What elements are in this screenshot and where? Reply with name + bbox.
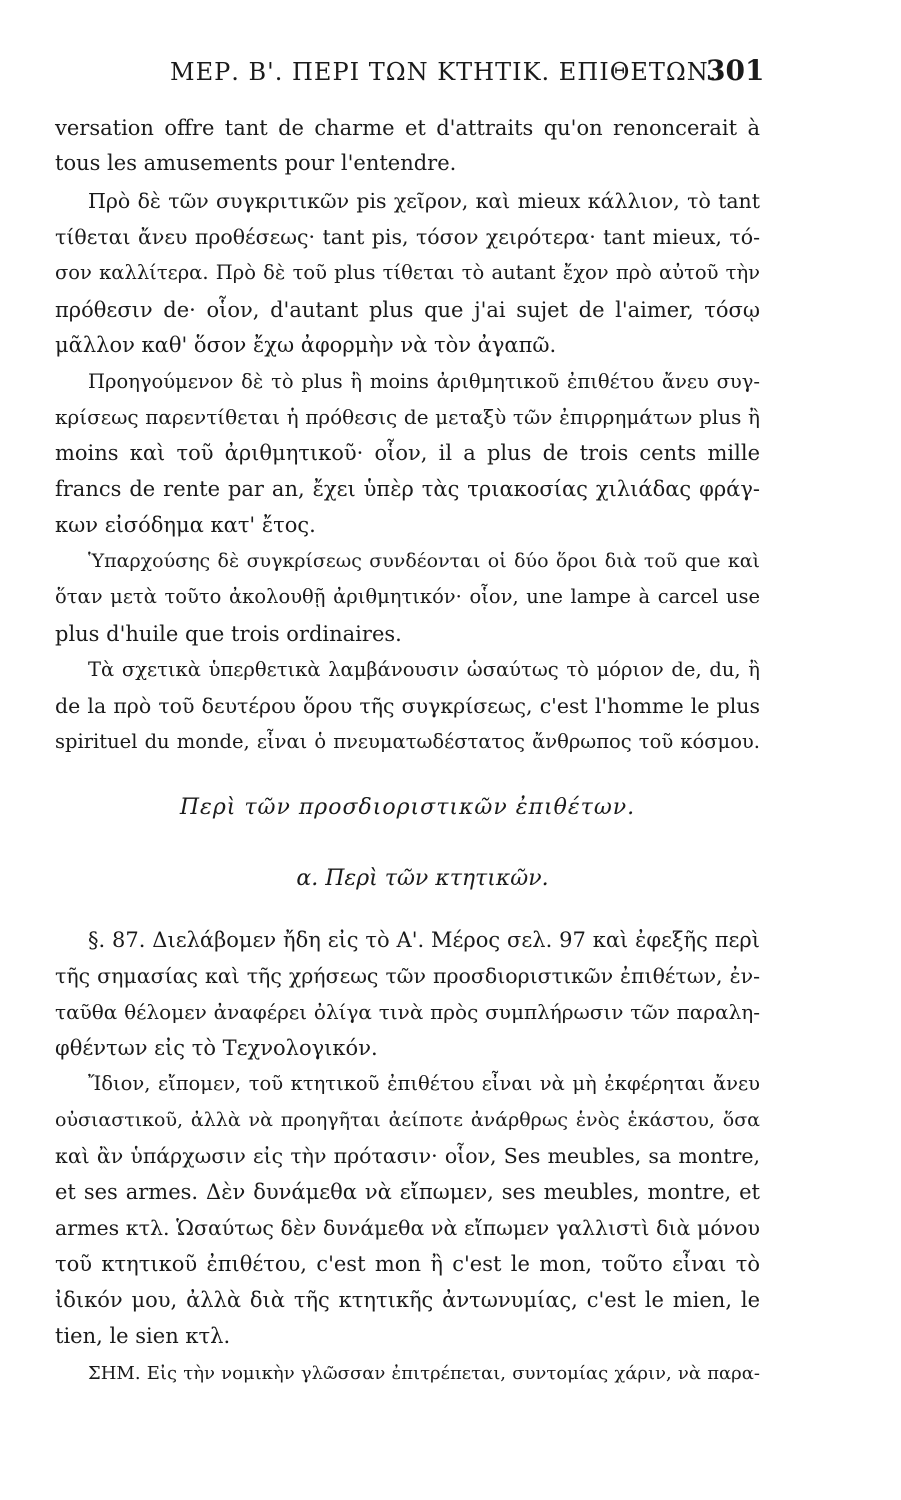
text-line: tous les amusements pour l'entendre. <box>55 151 457 175</box>
text-line: σον καλλίτερα. Πρὸ δὲ τοῦ plus τίθεται τὸ autant ἔχον πρὸ αὐτοῦ τὴν <box>55 261 760 284</box>
text-line: ΣΗΜ. Εἰς τὴν νομικὴν γλῶσσαν ἐπιτρέπεται, συντομίας χάριν, νὰ παρα- <box>88 1363 760 1384</box>
text-line: Προηγούμενον δὲ τὸ plus ἢ moins ἀριθμητικοῦ ἐπιθέτου ἄνευ συγ- <box>88 370 760 393</box>
text-line: spirituel du monde, εἶναι ὁ πνευματωδέστατος ἄνθρωπος τοῦ κόσμου. <box>55 730 760 753</box>
text-line: καὶ ἂν ὑπάρχωσιν εἰς τὴν πρότασιν· οἷον, Ses meubles, sa montre, <box>55 1144 760 1168</box>
text-line: tien, le sien κτλ. <box>55 1324 231 1348</box>
text-line: τοῦ κτητικοῦ ἐπιθέτου, c'est mon ἢ c'est le mon, τοῦτο εἶναι τὸ <box>55 1252 760 1276</box>
section-heading: Περὶ τῶν προσδιοριστικῶν ἐπιθέτων. <box>179 795 636 820</box>
text-line: et ses armes. Δὲν δυνάμεθα νὰ εἴπωμεν, ses meubles, montre, et <box>55 1180 760 1204</box>
text-line: ταῦθα θέλομεν ἀναφέρει ὀλίγα τινὰ πρὸς συμπλήρωσιν τῶν παραλη- <box>55 1000 760 1024</box>
text-line: §. 87. Διελάβομεν ἤδη εἰς τὸ Α'. Μέρος σελ. 97 καὶ ἐφεξῆς περὶ <box>88 928 760 952</box>
text-line: πρόθεσιν de· οἷον, d'autant plus que j'ai sujet de l'aimer, τόσῳ <box>55 298 760 322</box>
text-line: μᾶλλον καθ' ὅσον ἔχω ἀφορμὴν νὰ τὸν ἀγαπῶ. <box>55 333 557 357</box>
running-head: ΜΕΡ. Β'. ΠΕΡΙ ΤΩΝ ΚΤΗΤΙΚ. ΕΠΙΘΕΤΩΝ. <box>170 58 718 86</box>
text-line: τῆς σημασίας καὶ τῆς χρήσεως τῶν προσδιοριστικῶν ἐπιθέτων, ἐν- <box>55 964 760 988</box>
text-line: plus d'huile que trois ordinaires. <box>55 622 402 646</box>
text-line: Ὑπαρχούσης δὲ συγκρίσεως συνδέονται οἱ δύο ὅροι διὰ τοῦ que καὶ <box>88 550 760 572</box>
text-line: Πρὸ δὲ τῶν συγκριτικῶν pis χεῖρον, καὶ mieux κάλλιον, τὸ tant <box>88 189 760 213</box>
text-line: τίθεται ἄνευ προθέσεως· tant pis, τόσον χειρότερα· tant mieux, τό- <box>55 225 760 249</box>
text-line: ὅταν μετὰ τοῦτο ἀκολουθῇ ἀριθμητικόν· οἷον, une lampe à carcel use <box>55 585 760 608</box>
text-line: versation offre tant de charme et d'attraits qu'on renoncerait à <box>55 116 760 140</box>
text-line: κρίσεως παρεντίθεται ἡ πρόθεσις de μεταξὺ τῶν ἐπιρρημάτων plus ἢ <box>55 405 760 429</box>
text-line: κων εἰσόδημα κατ' ἔτος. <box>55 513 316 537</box>
text-line: Τὰ σχετικὰ ὑπερθετικὰ λαμβάνουσιν ὡσαύτως τὸ μόριον de, du, ἢ <box>88 658 760 681</box>
text-line: de la πρὸ τοῦ δευτέρου ὅρου τῆς συγκρίσεως, c'est l'homme le plus <box>55 694 760 718</box>
text-line: francs de rente par an, ἔχει ὑπὲρ τὰς τριακοσίας χιλιάδας φράγ- <box>55 477 760 501</box>
subsection-heading: α. Περὶ τῶν κτητικῶν. <box>296 866 549 891</box>
text-line: ἰδικόν μου, ἀλλὰ διὰ τῆς κτητικῆς ἀντωνυμίας, c'est le mien, le <box>55 1288 760 1312</box>
text-line: moins καὶ τοῦ ἀριθμητικοῦ· οἷον, il a plus de trois cents mille <box>55 441 760 465</box>
page-number: 301 <box>706 54 765 87</box>
text-line: Ἴδιον, εἴπομεν, τοῦ κτητικοῦ ἐπιθέτου εἶναι νὰ μὴ ἐκφέρηται ἄνευ <box>88 1072 760 1095</box>
text-line: οὐσιαστικοῦ, ἀλλὰ νὰ προηγῆται ἀείποτε ἀνάρθρως ἑνὸς ἑκάστου, ὅσα <box>55 1109 760 1131</box>
text-line: armes κτλ. Ὡσαύτως δὲν δυνάμεθα νὰ εἴπωμεν γαλλιστὶ διὰ μόνου <box>55 1216 760 1240</box>
text-line: φθέντων εἰς τὸ Τεχνολογικόν. <box>55 1036 378 1060</box>
